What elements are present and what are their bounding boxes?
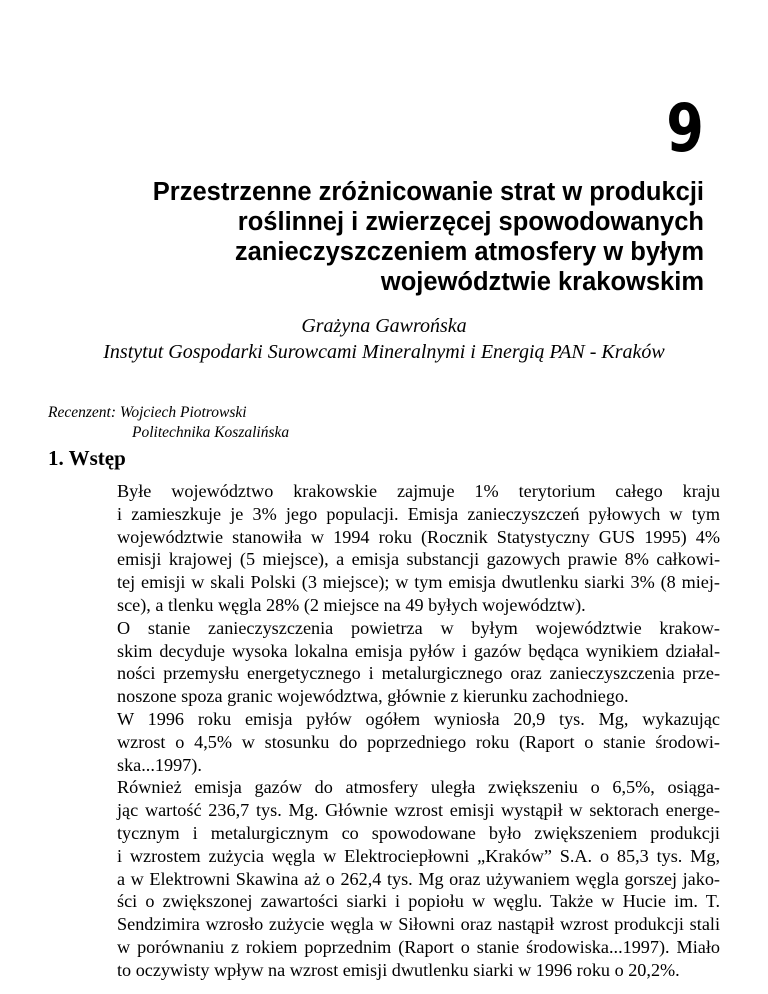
paragraph [48,617,720,708]
text-line: województwie stanowiła w 1994 roku (Rocznik Statystyczny GUS 1995) 4% [117,526,720,547]
text-line: wzrost o 4,5% w stosunku do poprzedniego roku (Raport o stanie środowi- [117,731,720,752]
chapter-title-line: Przestrzenne zróżnicowanie strat w produkcji [152,178,704,206]
chapter-title-line: roślinnej i zwierzęcej spowodowanych [237,208,704,236]
paragraph [48,776,720,981]
text-line: ska...1997). [117,754,202,775]
text-line: jąc wartość 236,7 tys. Mg. Głównie wzrost emisji wystąpił w sektorach energe- [117,800,720,821]
chapter-title-line: województwie krakowskim [380,268,704,296]
chapter-title [90,177,704,297]
chapter-number: 9 [666,90,704,167]
text-line: skim decyduje wysoka lokalna emisja pyłów i gazów będąca wynikiem działal- [117,640,720,661]
chapter-title-line: zanieczyszczeniem atmosfery w byłym [234,238,704,266]
reviewer-block [48,403,289,443]
text-line: W 1996 roku emisja pyłów ogółem wyniosła 20,9 tys. Mg, wykazując [117,708,720,729]
text-line: Byłe województwo krakowskie zajmuje 1% terytorium całego kraju [117,481,720,501]
text-line: Również emisja gazów do atmosfery uległa zwiększeniu o 6,5%, osiąga- [117,777,720,798]
text-line: sce), a tlenku węgla 28% (2 miejsce na 49 byłych województw). [117,594,586,615]
text-line: emisji krajowej (5 miejsce), a emisja substancji gazowych prawie 8% całkowi- [117,549,720,570]
text-line: tycznym i metalurgicznym co spowodowane było zwiększeniem produkcji [117,822,720,843]
text-line: O stanie zanieczyszczenia powietrza w byłym województwie krakow- [117,617,720,638]
text-line: i wzrostem zużycia węgla w Elektrociepłowni „Kraków” S.A. o 85,3 tys. Mg, [117,845,720,866]
text-line: tej emisji w skali Polski (3 miejsce); w tym emisja dwutlenku siarki 3% (8 miej- [117,572,720,593]
text-line: a w Elektrowni Skawina aż o 262,4 tys. Mg oraz używaniem węgla gorszej jako- [117,868,720,889]
text-line: ści o zwiększonej zawartości siarki i popiołu w węglu. Także w Hucie im. T. [117,891,720,912]
text-line: i zamieszkuje je 3% jego populacji. Emisja zanieczyszczeń pyłowych w tym [117,503,720,524]
text-line: w porównaniu z rokiem poprzednim (Raport o stanie środowiska...1997). Miało [117,936,720,957]
body-text [48,480,720,982]
author-block [40,313,728,365]
text-line: noszone spoza granic województwa, głównie z kierunku zachodniego. [117,686,629,707]
text-line: Sendzimira wzrosło zużycie węgla w Siłowni oraz nastąpił wzrost produkcji stali [117,914,720,935]
section-heading: 1. Wstęp [48,446,126,470]
text-line: ności przemysłu energetycznego i metalurgicznego oraz zanieczyszczenia prze- [117,663,720,684]
paragraph [48,480,720,617]
paragraph [48,708,720,776]
text-line: to oczywisty wpływ na wzrost emisji dwutlenku siarki w 1996 roku o 20,2%. [117,959,680,980]
reviewer-name: Recenzent: Wojciech Piotrowski [48,404,247,421]
author-affiliation: Instytut Gospodarki Surowcami Mineralnymi i Energią PAN - Kraków [103,341,665,363]
author-name: Grażyna Gawrońska [301,315,467,337]
reviewer-affiliation: Politechnika Koszalińska [132,424,290,441]
